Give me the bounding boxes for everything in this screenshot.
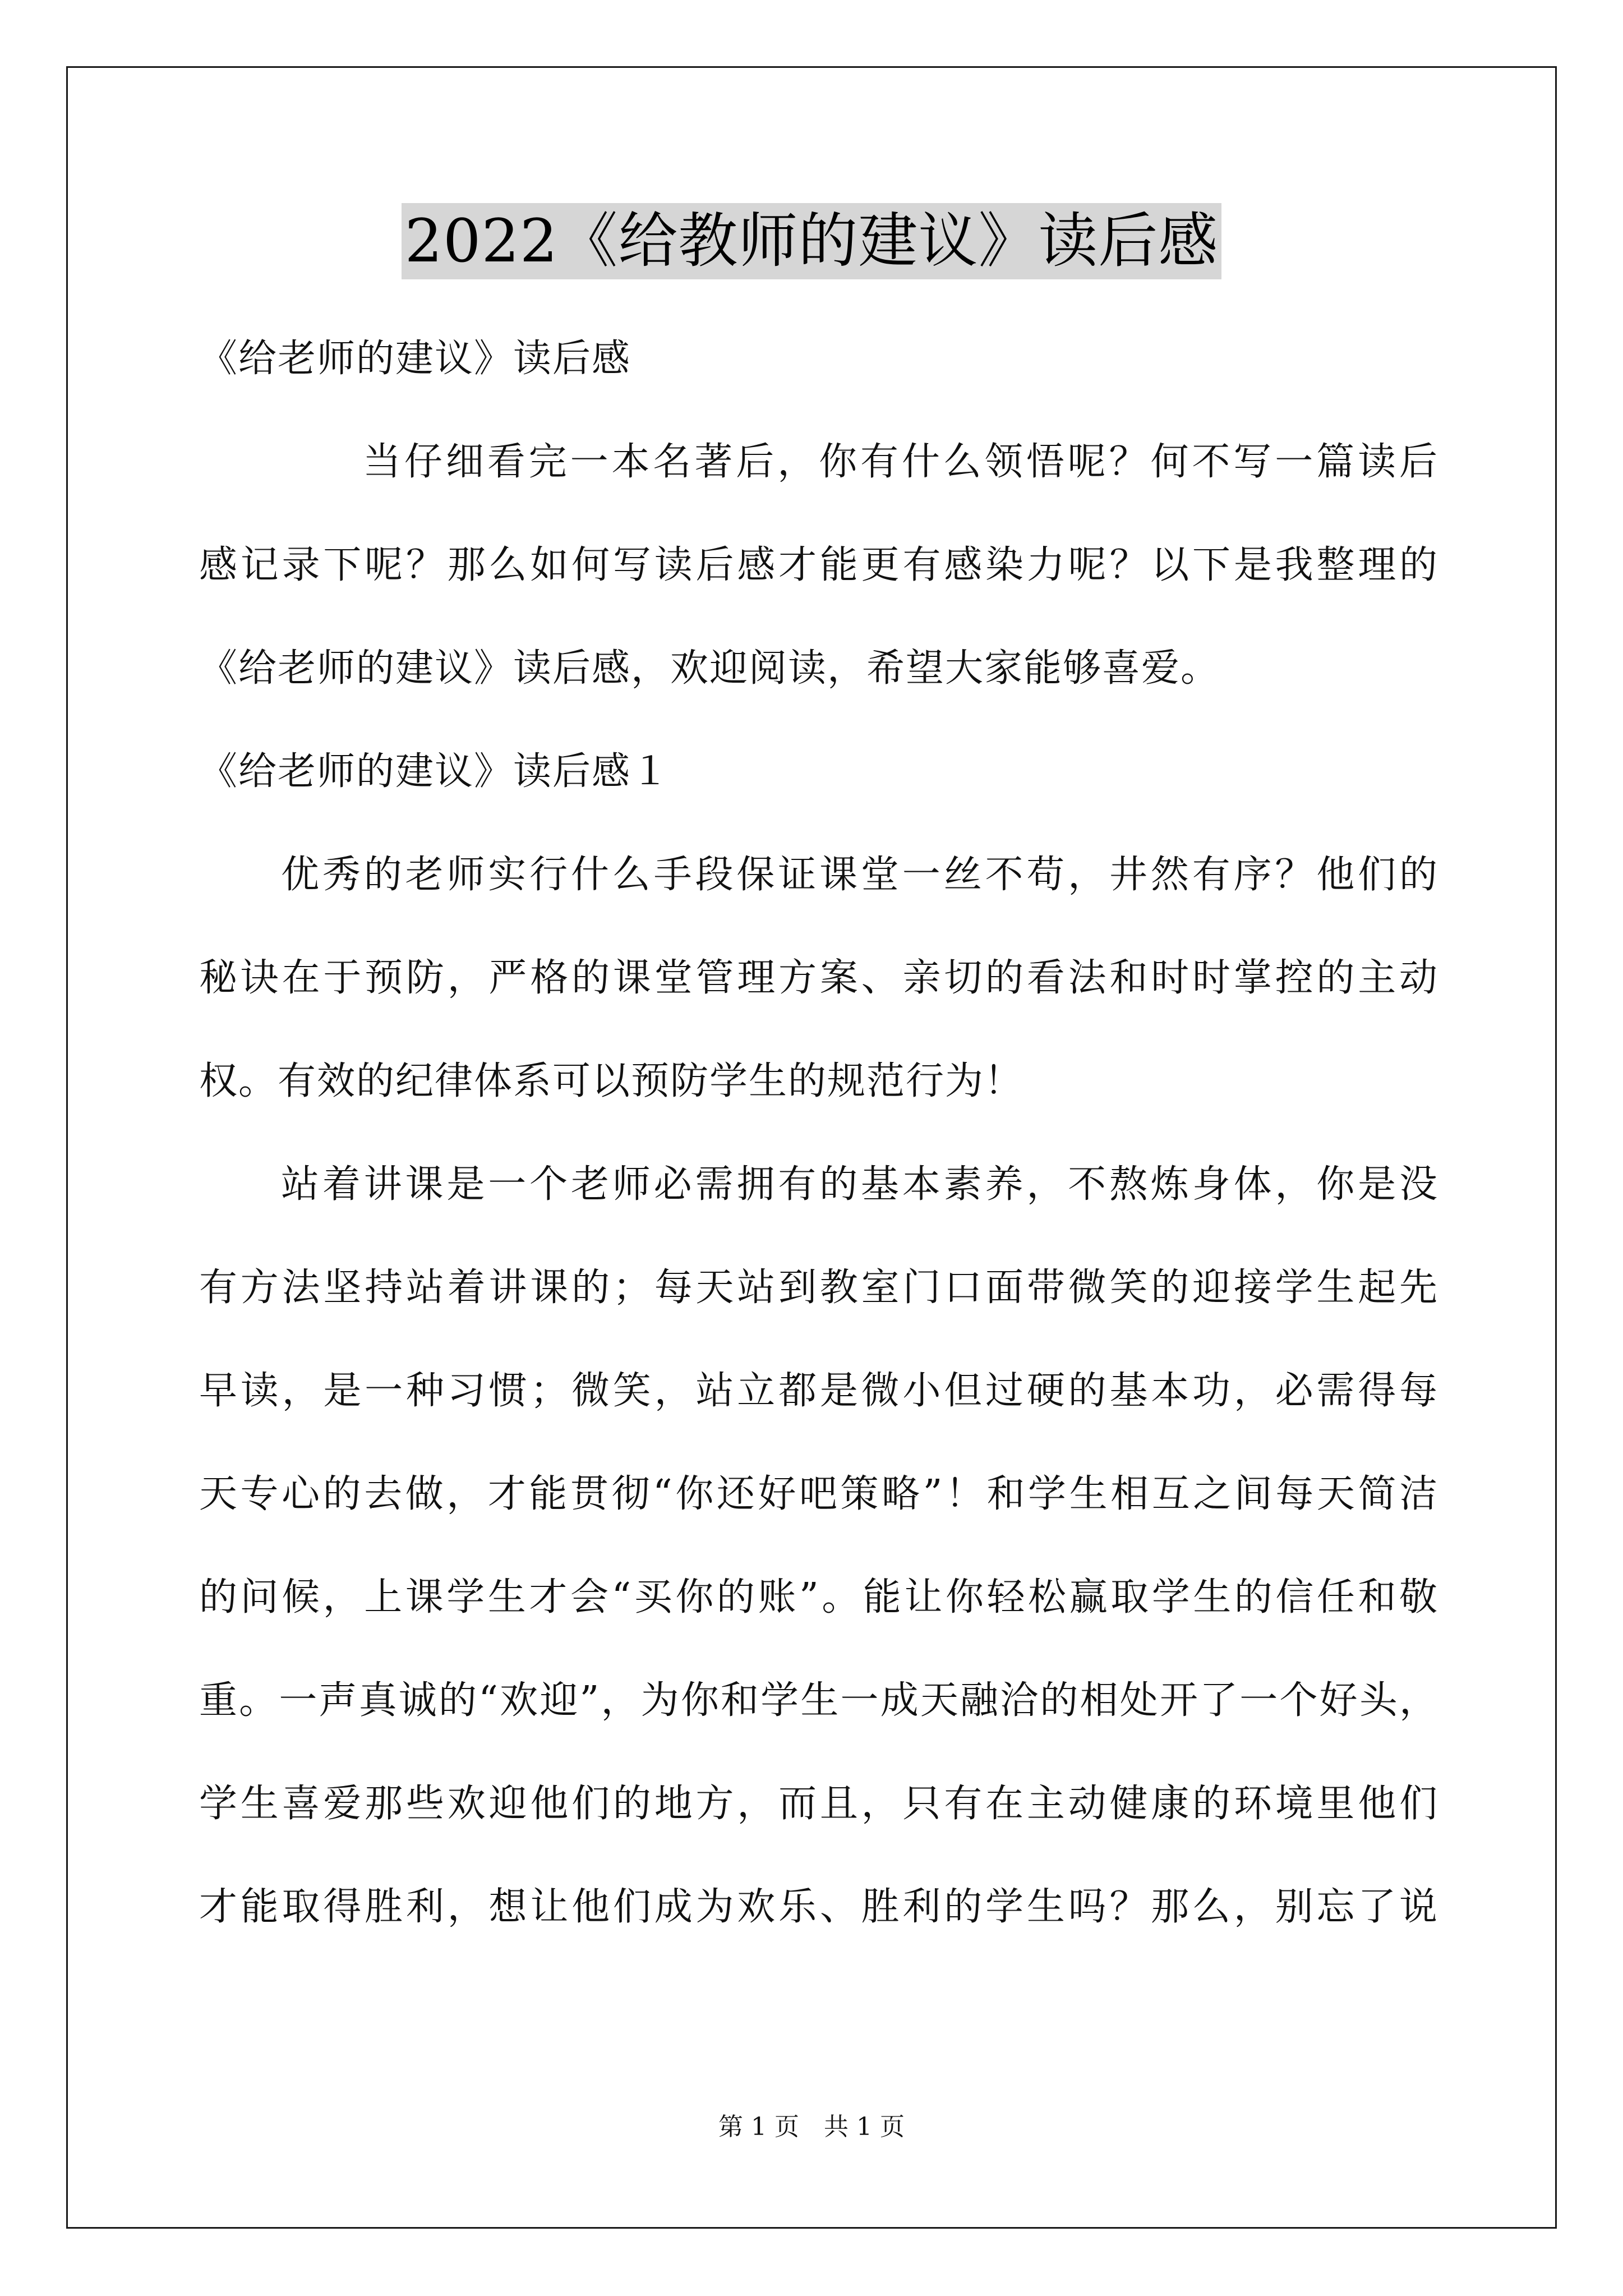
section-heading: 《给老师的建议》读后感１ [199,749,671,794]
subtitle: 《给老师的建议》读后感 [199,337,631,381]
intro-line: 感记录下呢？那么如何写读后感才能更有感染力呢？以下是我整理的 [199,543,1438,587]
paragraph-line: 优秀的老师实行什么手段保证课堂一丝不苟，井然有序？他们的 [281,853,1438,897]
title-container [0,203,1623,279]
document-title: 2022《给教师的建议》读后感 [402,203,1222,279]
paragraph-line: 才能取得胜利，想让他们成为欢乐、胜利的学生吗？那么，别忘了说 [199,1885,1438,1929]
paragraph-line: 有方法坚持站着讲课的；每天站到教室门口面带微笑的迎接学生起先 [199,1266,1438,1310]
paragraph-line: 站着讲课是一个老师必需拥有的基本素养，不熬炼身体，你是没 [281,1162,1438,1207]
paragraph-line: 学生喜爱那些欢迎他们的地方，而且，只有在主动健康的环境里他们 [199,1782,1438,1826]
paragraph-line: 秘诀在于预防，严格的课堂管理方案、亲切的看法和时时掌控的主动 [199,956,1438,1000]
paragraph-line: 早读，是一种习惯；微笑，站立都是微小但过硬的基本功，必需得每 [199,1369,1438,1413]
paragraph-line: 的问候，上课学生才会“买你的账”。能让你轻松赢取学生的信任和敬 [199,1575,1438,1619]
paragraph-line: 权。有效的纪律体系可以预防学生的规范行为！ [199,1059,1024,1103]
document-body [199,307,1438,1959]
intro-line: 《给老师的建议》读后感，欢迎阅读，希望大家能够喜爱。 [199,646,1220,691]
paragraph-line: 重。一声真诚的“欢迎”，为你和学生一成天融洽的相处开了一个好头， [199,1678,1438,1723]
intro-line: 当仔细看完一本名著后，你有什么领悟呢？何不写一篇读后 [363,440,1438,484]
page-footer: 第 1 页 共 1 页 [718,2113,905,2141]
paragraph-line: 天专心的去做，才能贯彻“你还好吧策略”！和学生相互之间每天简洁 [199,1472,1438,1516]
